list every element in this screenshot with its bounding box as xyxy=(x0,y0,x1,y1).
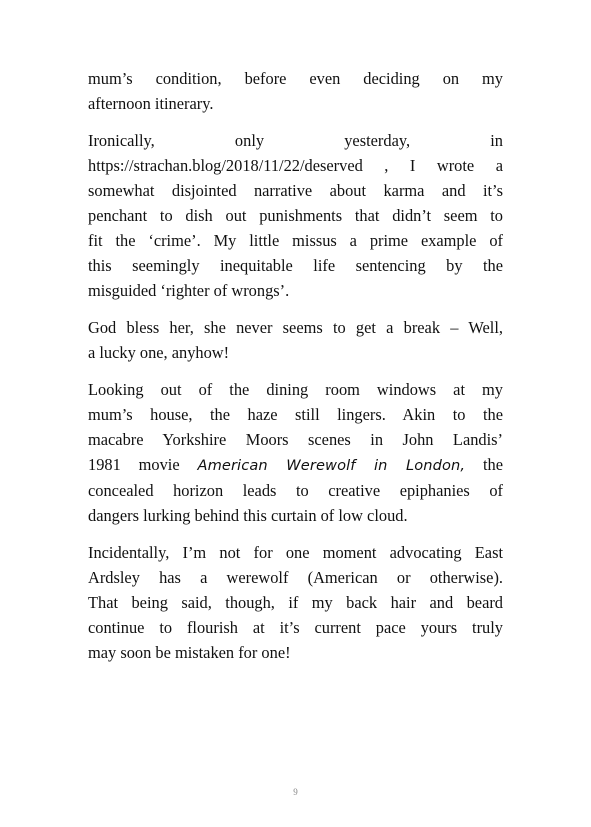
text-line: mum’s condition, before even deciding on my xyxy=(88,69,503,88)
text-line: fit the ‘crime’. My little missus a prime example of xyxy=(88,231,503,250)
text-line: penchant to dish out punishments that didn’t seem to xyxy=(88,206,503,225)
text-line: Ironically, only yesterday, in xyxy=(88,131,503,150)
text-segment: 1981 movie xyxy=(88,455,198,474)
text-line: may soon be mistaken for one! xyxy=(88,643,291,662)
text-line: macabre Yorkshire Moors scenes in John Landis’ xyxy=(88,430,503,449)
text-line: mum’s house, the haze still lingers. Akin to the xyxy=(88,405,503,424)
paragraph-5 xyxy=(88,540,503,665)
text-line: Looking out of the dining room windows at my xyxy=(88,380,503,399)
text-line: afternoon itinerary. xyxy=(88,94,214,113)
text-line: concealed horizon leads to creative epiphanies of xyxy=(88,481,503,500)
text-line: Ardsley has a werewolf (American or otherwise). xyxy=(88,568,503,587)
text-line: God bless her, she never seems to get a break – Well, xyxy=(88,318,503,337)
movie-title: American Werewolf in London, xyxy=(197,457,466,474)
text-line: a lucky one, anyhow! xyxy=(88,343,230,362)
text-line-with-movie-title xyxy=(88,452,503,478)
paragraph-4 xyxy=(88,377,503,528)
paragraph-2 xyxy=(88,128,503,303)
body-text xyxy=(88,66,503,677)
paragraph-1 xyxy=(88,66,503,116)
text-line: this seemingly inequitable life sentencing by the xyxy=(88,256,503,275)
text-line: Incidentally, I’m not for one moment advocating East xyxy=(88,543,503,562)
paragraph-3 xyxy=(88,315,503,365)
text-line: dangers lurking behind this curtain of low cloud. xyxy=(88,506,408,525)
blog-link-line: https://strachan.blog/2018/11/22/deserved , I wrote a xyxy=(88,156,503,175)
text-line: continue to flourish at it’s current pace yours truly xyxy=(88,618,503,637)
text-line: That being said, though, if my back hair and beard xyxy=(88,593,503,612)
text-line: somewhat disjointed narrative about karma and it’s xyxy=(88,181,503,200)
page-number: 9 xyxy=(293,787,298,797)
text-line: misguided ‘righter of wrongs’. xyxy=(88,281,290,300)
text-segment: the xyxy=(465,455,503,474)
